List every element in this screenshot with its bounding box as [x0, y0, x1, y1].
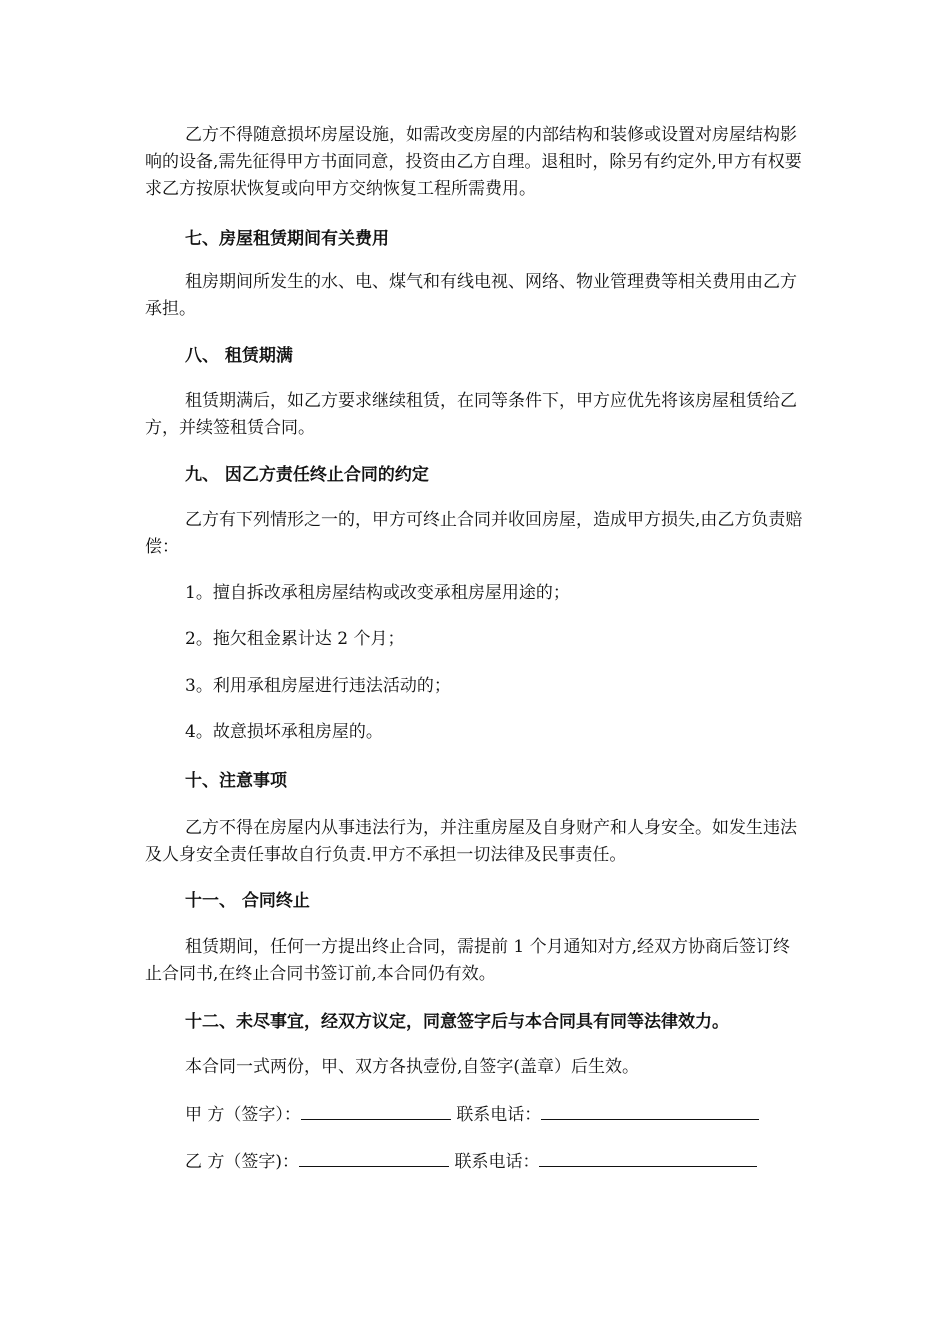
signature-label-party-b: 乙 方（签字)：	[185, 1152, 300, 1172]
phone-label-party-a: 联系电话：	[456, 1105, 542, 1125]
section-heading-9: 九、 因乙方责任终止合同的约定	[185, 465, 429, 485]
list-item: 2。拖欠租金累计达 2 个月；	[185, 629, 405, 649]
list-item: 4。故意损坏承租房屋的。	[185, 722, 383, 742]
phone-line-party-b[interactable]	[539, 1148, 757, 1167]
paragraph-facility-damage: 乙方不得随意损坏房屋设施，如需改变房屋的内部结构和装修或设置对房屋结构影响的设备,需先征得甲方书面同意，投资由乙方自理。退租时，除另有约定外,甲方有权要求乙方按原状恢复或向甲方交纳恢复工程所需费用。	[145, 125, 802, 199]
paragraph-copies: 本合同一式两份，甲、双方各执壹份,自签字(盖章）后生效。	[185, 1057, 640, 1077]
phone-label-party-b: 联系电话：	[454, 1152, 540, 1172]
section-heading-7: 七、房屋租赁期间有关费用	[185, 229, 389, 249]
signature-row-party-b	[145, 1148, 845, 1176]
paragraph-fees: 租房期间所发生的水、电、煤气和有线电视、网络、物业管理费等相关费用由乙方承担。	[145, 272, 797, 319]
list-item: 3。利用承租房屋进行违法活动的；	[185, 676, 451, 696]
signature-line-party-b[interactable]	[299, 1148, 449, 1167]
section-heading-8: 八、 租赁期满	[185, 346, 293, 366]
section-heading-11: 十一、 合同终止	[185, 891, 310, 911]
paragraph-contract-termination: 租赁期间，任何一方提出终止合同，需提前 1 个月通知对方,经双方协商后签订终止合同书,在终止合同书签订前,本合同仍有效。	[145, 937, 791, 984]
paragraph-termination-conditions: 乙方有下列情形之一的，甲方可终止合同并收回房屋，造成甲方损失,由乙方负责赔偿：	[145, 510, 803, 557]
phone-line-party-a[interactable]	[541, 1101, 759, 1120]
paragraph-precautions: 乙方不得在房屋内从事违法行为，并注重房屋及自身财产和人身安全。如发生违法及人身安全责任事故自行负责.甲方不承担一切法律及民事责任。	[145, 818, 797, 865]
signature-label-party-a: 甲 方（签字）：	[185, 1105, 301, 1125]
list-item: 1。擅自拆改承租房屋结构或改变承租房屋用途的；	[185, 583, 570, 603]
signature-row-party-a	[145, 1101, 845, 1129]
signature-line-party-a[interactable]	[301, 1101, 451, 1120]
paragraph-lease-expiry: 租赁期满后，如乙方要求继续租赁，在同等条件下，甲方应优先将该房屋租赁给乙方，并续签租赁合同。	[145, 391, 797, 438]
section-heading-12: 十二、未尽事宜，经双方议定，同意签字后与本合同具有同等法律效力。	[185, 1012, 729, 1032]
section-heading-10: 十、注意事项	[185, 771, 287, 791]
